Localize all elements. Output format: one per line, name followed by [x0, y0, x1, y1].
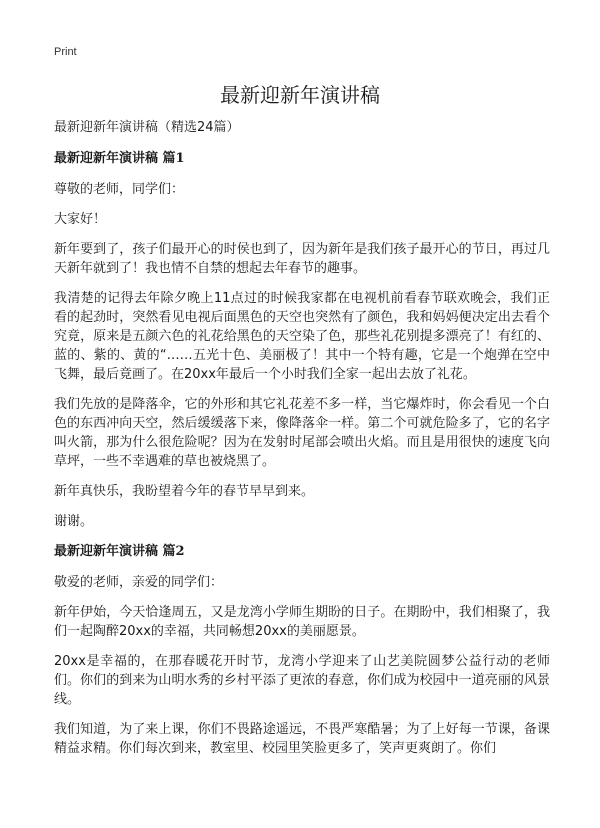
article-1-thanks: 谢谢。	[54, 514, 94, 529]
article-2-paragraph: 20xx是幸福的，在那春暖花开时节，龙湾小学迎来了山艺美院圆梦公益行动的老师们。你们的到来为山明水秀的乡村平添了更浓的春意，你们成为校园中一道亮丽的风景线。	[54, 654, 550, 707]
article-1-paragraph: 我们先放的是降落伞，它的外形和其它礼花差不多一样，当它爆炸时，你会看见一个白色的东西冲向天空，然后缓缓落下来，像降落伞一样。第二个可就危险多了，它的名字叫火箭，那为什么很危险呢？因为在发射时尾部会喷出火焰。而且是用很快的速度飞向草坪，一些不幸遇难的草也被烧黑了。	[54, 397, 550, 469]
page-title: 最新迎新年演讲稿	[220, 83, 380, 107]
document-subtitle: 最新迎新年演讲稿（精选24篇）	[54, 120, 240, 135]
article-2-paragraph: 新年伊始，今天恰逢周五，又是龙湾小学师生期盼的日子。在期盼中，我们相聚了，我们一起陶醉20xx的幸福，共同畅想20xx的美丽愿景。	[54, 605, 550, 639]
article-1-paragraph: 新年真快乐，我盼望着今年的春节早早到来。	[54, 484, 315, 499]
article-1-greeting: 尊敬的老师，同学们：	[54, 182, 185, 197]
article-2-greeting: 敬爱的老师，亲爱的同学们：	[54, 575, 224, 590]
article-2-heading: 最新迎新年演讲稿 篇2	[54, 544, 185, 559]
print-link[interactable]: Print	[54, 46, 77, 58]
article-1-paragraph: 我清楚的记得去年除夕晚上11点过的时候我家都在电视机前看春节联欢晚会，我们正看的起劲时，突然看见电视后面黑色的天空也突然有了颜色，我和妈妈便决定出去看个究竟，原来是五颜六色的礼花给黑色的天空染了色，那些礼花别提多漂亮了！有红的、蓝的、紫的、黄的“……五光十色、美丽极了！其中一个特有趣，它是一个炮弹在空中飞舞，最后竟画了。在20xx年最后一个小时我们全家一起出去放了礼花。	[54, 291, 550, 382]
article-1-hello: 大家好！	[54, 212, 107, 227]
article-2-paragraph: 我们知道，为了来上课，你们不畏路途遥远，不畏严寒酷暑；为了上好每一节课，备课精益求精。你们每次到来，教室里、校园里笑脸更多了，笑声更爽朗了。你们	[54, 722, 550, 756]
document-body	[54, 118, 550, 769]
article-1-paragraph: 新年要到了，孩子们最开心的时侯也到了，因为新年是我们孩子最开心的节日，再过几天新年就到了！我也情不自禁的想起去年春节的趣事。	[54, 242, 550, 276]
article-1-heading: 最新迎新年演讲稿 篇1	[54, 151, 185, 166]
